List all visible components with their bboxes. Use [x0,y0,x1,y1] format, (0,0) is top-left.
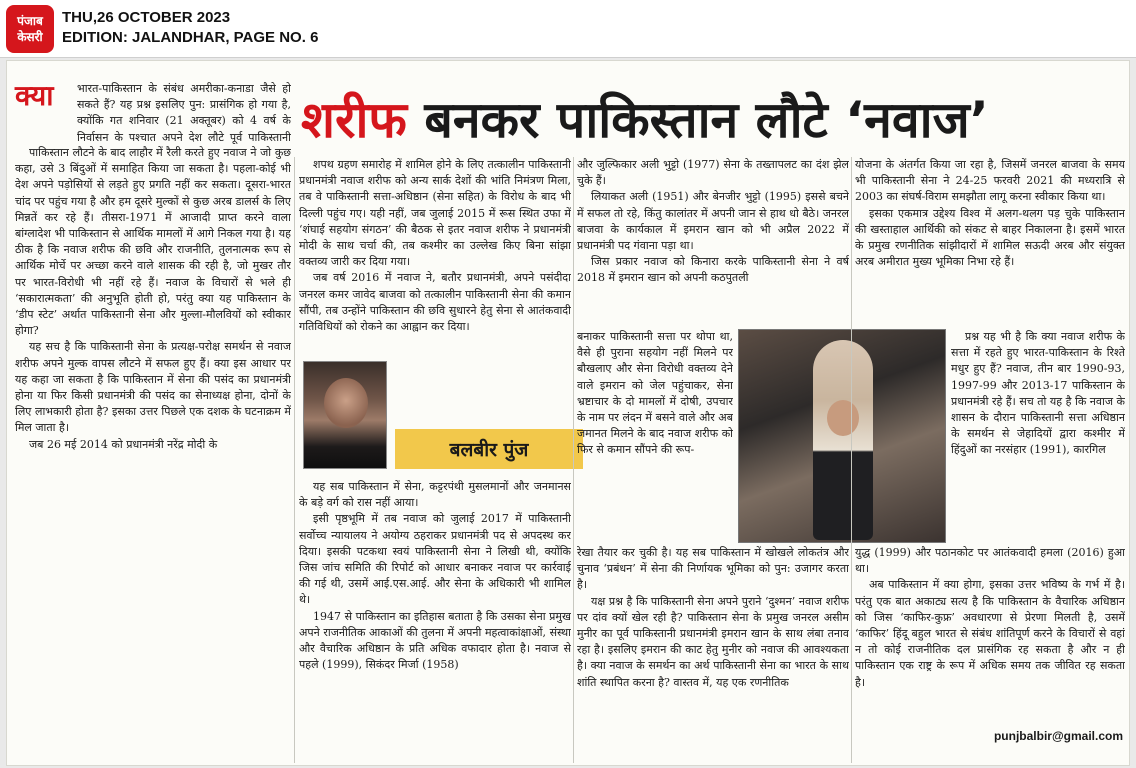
col3-paragraph-2: लियाकत अली (1951) और बेनजीर भुट्टो (1995) इससे बचने में सफल तो रहे, किंतु कालांतर में अपनी जान से हाथ धो बैठे। जनरल बाजवा के कार्यकाल में इमरान खान को भी अप्रैल 2022 में प्रधानमंत्री पद गंवाना पड़ा था। [577,190,849,253]
author-photo [303,361,387,469]
col4-paragraph-3: प्रश्न यह भी है कि क्या नवाज शरीफ के सत्ता में रहते हुए भारत-पाकिस्तान के रिश्ते मधुर हुए हैं? नवाज, तीन बार 1990-93, 1997-99 और 2013-17 पाकिस्तान के प्रधानमंत्री रहे हैं। सच तो यह है कि नवाज के शासन के दौरान पाकिस्तानी सत्ता अधिष्ठान के समर्थन से जेहादियों द्वारा कश्मीर में हिंदुओं का नरसंहार (1991), कारगिल [951,330,1125,457]
col2-paragraph-5: 1947 से पाकिस्तान का इतिहास बताता है कि उसका सेना प्रमुख अपने राजनीतिक आकाओं की तुलना में अपनी महत्वाकांक्षाओं, संस्था और वैचारिक अधिष्ठान के प्रति अधिक वफादार होता है। नवाज से पहले (1999), सिकंदर मिर्जा (1958) [299,609,571,672]
article-headline [301,83,1127,157]
col3-paragraph-3b: बनाकर पाकिस्तानी सत्ता पर थोपा था, वैसे ही पुराना सहयोग नहीं मिलने पर बौखलाए और सेना विरोधी वक्तव्य देने वाले इमरान को जेल पहुंचाकर, सेना भ्रष्टाचार के दो मामलों में दोषी, उपचार के नाम पर लंदन में बसने वाले और अब जमानत मिलने के बाद नवाज शरीफ को फिर से कमान सौंपने की रूप- [577,330,733,457]
logo-line-2: केसरी [17,30,43,44]
col1-paragraph: यह सच है कि पाकिस्तानी सेना के प्रत्यक्ष-परोक्ष समर्थन से नवाज शरीफ अपने मुल्क वापस लौटने में सफल हुए हैं। क्या इस आधार पर यह कहा जा सकता है कि पाकिस्तान में सेना की पसंद का प्रधानमंत्री होना या फिर किसी प्रधानमंत्री की पसंद का सेनाध्यक्ष होना, दोनों के लिए लाभकारी होता है? इसका उत्तर पिछले एक दशक के घटनाक्रम में मिल जाता है। [15,340,291,435]
col4-paragraph-3b: युद्ध (1999) और पठानकोट पर आतंकवादी हमला (2016) हुआ था। [855,546,1125,576]
column-2-bottom [299,479,571,765]
column-1-body [15,145,291,765]
nawaz-sharif-photo [738,329,946,543]
column-4-top [855,157,1125,329]
newspaper-page [6,60,1130,766]
col2-paragraph-3: यह सब पाकिस्तान में सेना, कट्टरपंथी मुसलमानों और जनमानस के बड़े वर्ग को रास नहीं आया। [299,480,571,510]
column-3-top [577,157,849,327]
headline-red-word: शरीफ [301,91,407,149]
col4-paragraph-4: अब पाकिस्तान में क्या होगा, इसका उत्तर भविष्य के गर्भ में है। परंतु एक बात अकाट्य सत्य है कि पाकिस्तान के वैचारिक अधिष्ठान को जिस ‘काफिर-कुफ्र’ अवधारणा से प्रेरणा मिलती है, उसमें ‘काफिर’ हिंदू बहुल भारत से संबंध शांतिपूर्ण करने के विचारों से वहां न तो कोई राजनीतिक दल प्रासंगिक रह सकता है और न ही पाकिस्तान एक राष्ट्र के रूप में अधिक समय तक जीवित रह सकता है। [855,578,1125,689]
col3-paragraph-3: जिस प्रकार नवाज को किनारा करके पाकिस्तानी सेना ने वर्ष 2018 में इमरान खान को अपनी कठपुतली [577,255,849,285]
col3-paragraph-3c: रेखा तैयार कर चुकी है। यह सब पाकिस्तान में खोखले लोकतंत्र और चुनाव ‘प्रबंधन’ में सेना की निर्णायक भूमिका को पुन: उजागर करता है। [577,546,849,592]
epaper-header [0,0,1136,58]
author-byline: बलबीर पुंज [395,429,583,469]
issue-date: THU,26 OCTOBER 2023 [62,9,231,26]
col4-paragraph-1: योजना के अंतर्गत किया जा रहा है, जिसमें जनरल बाजवा के समय भी पाकिस्तानी सेना ने 24-25 फरवरी 2021 की मध्यरात्रि से 2003 का संघर्ष-विराम समझौता लागू करना स्वीकार किया था। [855,158,1125,204]
col2-paragraph-1: शपथ ग्रहण समारोह में शामिल होने के लिए तत्कालीन पाकिस्तानी प्रधानमंत्री नवाज शरीफ को अन्य सार्क देशों की भांति निमंत्रण मिला, तब वे पाकिस्तानी सत्ता-अधिष्ठान (सेना सहित) के विरोध के बाद भी दिल्ली पहुंच गए। यही नहीं, जब जुलाई 2015 में रूस स्थित उफा में ‘शंघाई सहयोग संगठन’ की बैठक से इतर नवाज शरीफ ने प्रधानमंत्री मोदी के साथ चर्चा की, तब कश्मीर का उल्लेख किए बिना सांझा वक्तव्य जारी कर दिया गया। [299,158,571,269]
column-1 [77,81,291,145]
col1-paragraph: जब 26 मई 2014 को प्रधानमंत्री नरेंद्र मोदी के [29,437,218,451]
column-rule [573,157,574,763]
col3-paragraph-1: और जुल्फिकार अली भुट्टो (1977) सेना के तख्तापलट का दंश झेल चुके हैं। [577,158,849,188]
column-3-wrap [577,329,733,545]
headline-black-part: बनकर पाकिस्तान लौटे ‘नवाज’ [406,91,989,149]
column-rule [294,157,295,763]
column-3-bottom [577,545,849,765]
column-4-wrap [951,329,1125,545]
col2-paragraph-4: इसी पृष्ठभूमि में तब नवाज को जुलाई 2017 में पाकिस्तानी सर्वोच्च न्यायालय ने अयोग्य ठहराकर प्रधानमंत्री पद से अपदस्थ कर दिया। इसकी पटकथा स्वयं पाकिस्तानी सेना ने लिखी थी, क्योंकि जिस जांच समिति की रिपोर्ट को आधार बनाकर नवाज पर कार्रवाई की गई थी, उसमें आई.एस.आई. और सेना के अधिकारी भी शामिल थे। [299,512,571,607]
column-2-top [299,157,571,357]
col2-paragraph-2: जब वर्ष 2016 में नवाज ने, बतौर प्रधानमंत्री, अपने पसंदीदा जनरल कमर जावेद बाजवा को तत्कालीन पाकिस्तानी सेना की कमान सौंपी, तब उन्होंने पाकिस्तान की छवि सुधारने हेतु सेना से आतंकवादी गतिविधियों को रोकने का आह्वान कर दिया। [299,271,571,334]
edition-page: EDITION: JALANDHAR, PAGE NO. 6 [62,29,319,46]
col3-paragraph-4: यक्ष प्रश्न है कि पाकिस्तानी सेना अपने पुराने ‘दुश्मन’ नवाज शरीफ पर दांव क्यों खेल रही है? पाकिस्तान सेना के प्रमुख जनरल असीम मुनीर का पूर्व पाकिस्तानी प्रधानमंत्री इमरान खान के साथ लंबा तनाव रहा है। इसलिए इमरान की काट हेतु मुनीर को नवाज की आवश्यकता है। क्या नवाज के समर्थन का अर्थ पाकिस्तानी सेना का भारत के साथ शांति स्थापित करना है? वास्तव में, यह एक रणनीतिक [577,594,849,689]
logo-line-1: पंजाब [17,14,43,28]
edition-meta [62,8,318,48]
col1-paragraph: पाकिस्तान लौटने के बाद लाहौर में रैली करते हुए नवाज ने जो कुछ कहा, उसे 3 बिंदुओं में समाहित किया जा सकता है। पहला-कोई भी देश अपने पड़ोसियों से लड़ते हुए प्रगति नहीं कर सकता। दूसरा-भारत चांद पर पहुंच गया है और हम दूसरे मुल्कों से कुछ अरब डालर्स के लिए मिन्नतें कर रहे हैं। तीसरा-1971 में आजादी प्राप्त करने वाला बांग्लादेश भी पाकिस्तान से आर्थिक मामलों में आगे निकल गया है। यह ठीक है कि नवाज शरीफ की छवि और राजनीति, तुलनात्मक रूप से आर्थिक मोर्चे पर अच्छा करने वाले शासक की रही है, जो मुखर तौर पर भारत-विरोधी भी नहीं रहे हैं। नवाज के विचारों से भले ही ‘सकारात्मकता’ की अनुभूति होती हो, परंतु क्या यह पाकिस्तान के ‘डीप स्टेट’ अर्थात पाकिस्तानी सेना और मुल्ला-मौलवियों को स्वीकार होगा? [15,146,291,338]
headline-kicker: क्या [15,79,54,112]
column-4-bottom [855,545,1125,729]
newspaper-logo[interactable] [6,5,54,53]
lead-paragraph: भारत-पाकिस्तान के संबंध अमरीका-कनाडा जैसे हो सकते हैं? यह प्रश्न इसलिए पुन: प्रासंगिक हो गया है, क्योंकि गत शनिवार (21 अक्तूबर) को 4 वर्ष के निर्वासन के पश्चात अपने देश लौटे पूर्व पाकिस्तानी [77,82,291,144]
column-rule [851,157,852,763]
author-email[interactable]: punjbalbir@gmail.com [993,729,1123,743]
col4-paragraph-2: इसका एकमात्र उद्देश्य विश्व में अलग-थलग पड़ चुके पाकिस्तान की खस्ताहाल आर्थिकी को संकट से बाहर निकालना है। इसमें भारत के प्रमुख रणनीतिक सांझीदारों में शामिल सऊदी अरब और संयुक्त अरब अमीरात मुख्य भूमिका निभा रहे हैं। [855,206,1125,269]
